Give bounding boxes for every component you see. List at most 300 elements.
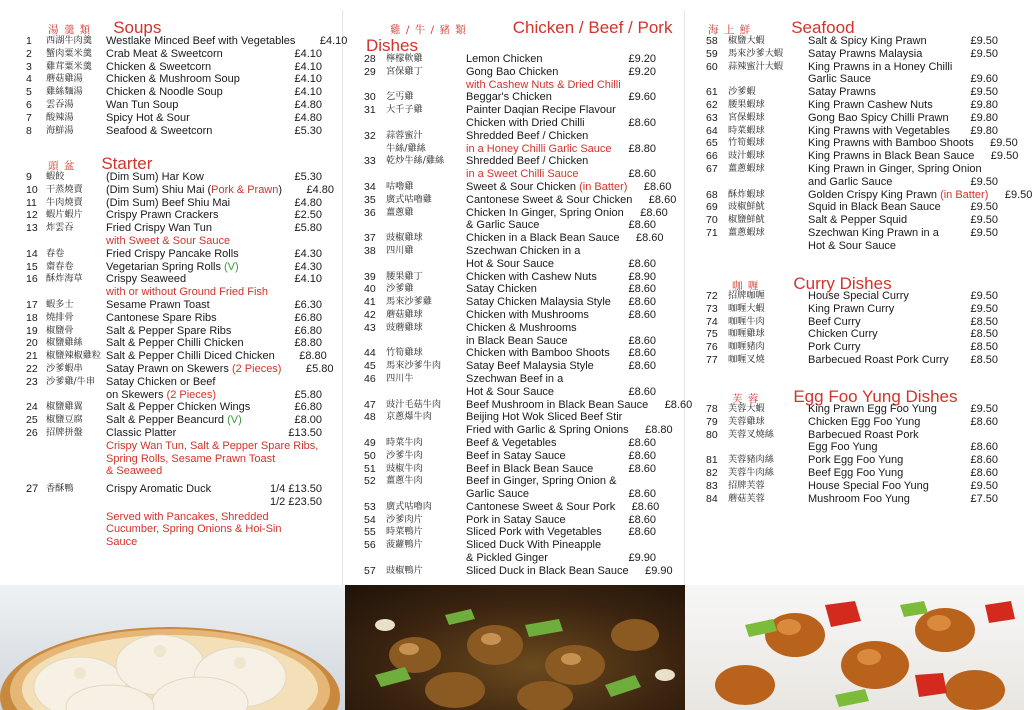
item-number: 80 xyxy=(706,428,718,441)
item-name-text: Egg Foo Yung xyxy=(808,441,878,454)
item-number: 41 xyxy=(364,296,376,309)
item-note: with Sweet & Sour Sauce xyxy=(106,234,231,247)
item-price: £9.20 xyxy=(628,53,656,65)
item-price: £9.80 xyxy=(970,98,998,111)
item-chinese-name xyxy=(386,219,466,232)
menu-item xyxy=(364,347,660,360)
item-name xyxy=(808,354,954,367)
item-name-text: King Prawns with Vegetables xyxy=(808,124,950,137)
item-price: £8.60 xyxy=(628,462,656,475)
item-note: (in Batter) xyxy=(579,180,628,193)
item-number: 39 xyxy=(364,270,376,283)
menu-item xyxy=(364,143,660,156)
item-number: 32 xyxy=(364,129,376,142)
item-price: £8.60 xyxy=(628,168,656,181)
duck-item xyxy=(26,483,326,549)
item-chinese-name xyxy=(386,424,466,437)
curry-list xyxy=(706,290,1002,367)
item-name xyxy=(808,150,974,163)
item-price: £4.10 xyxy=(319,35,348,47)
item-name xyxy=(106,273,270,286)
menu-item xyxy=(364,501,660,514)
item-price xyxy=(612,155,660,168)
item-note: with Cashew Nuts & Dried Chilli xyxy=(466,78,621,91)
item-number: 79 xyxy=(706,415,718,428)
item-price: £13.50 xyxy=(288,426,322,439)
item-number: 47 xyxy=(364,398,376,411)
item-name: Wan Tun Soup xyxy=(106,98,179,111)
item-chinese-name: 雞絲麵湯 xyxy=(46,86,83,98)
item-price xyxy=(275,453,331,466)
item-price xyxy=(616,475,664,488)
item-price: £9.50 xyxy=(970,175,998,188)
item-name xyxy=(808,227,954,240)
item-price: £8.60 xyxy=(628,308,656,321)
item-name-text: Chicken with Mushrooms xyxy=(466,308,589,321)
item-name: Chicken & Mushroom Soup xyxy=(106,73,240,86)
item-chinese-name: 蟹肉粟米羹 xyxy=(46,47,92,59)
menu-item xyxy=(706,227,1002,240)
item-name-text: and Garlic Sauce xyxy=(808,175,893,188)
item-name-text: Chicken Egg Foo Yung xyxy=(808,415,921,428)
menu-item xyxy=(26,350,326,363)
chicken-chinese-title: 雞 / 牛 / 豬 類 xyxy=(390,24,467,36)
curry-title: Curry Dishes xyxy=(793,274,892,293)
menu-item xyxy=(364,398,693,412)
item-name xyxy=(466,309,612,322)
item-chinese-name: 竹筍蝦球 xyxy=(728,137,765,149)
item-name-text: Golden Crispy King Prawn xyxy=(808,188,941,201)
item-name xyxy=(466,475,616,488)
item-chinese-name: 椒鹽鮮魷 xyxy=(728,214,765,226)
item-number: 16 xyxy=(26,273,38,286)
item-name-text: Shredded Beef / Chicken xyxy=(466,155,589,168)
item-chinese-name xyxy=(728,240,808,253)
item-name-text: & Pickled Ginger xyxy=(466,552,548,565)
item-price xyxy=(612,245,660,258)
item-price: £8.60 xyxy=(628,219,656,232)
item-chinese-name: 酥炸蝦球 xyxy=(728,188,765,200)
item-number: 25 xyxy=(26,414,38,427)
item-name xyxy=(466,245,612,258)
menu-item xyxy=(706,429,1002,442)
item-name xyxy=(106,299,270,312)
item-name-text: King Prawns in Black Bean Sauce xyxy=(808,150,975,163)
item-name-text: Satay Prawns Malaysia xyxy=(808,47,923,60)
item-number xyxy=(364,424,386,437)
item-price: £8.60 xyxy=(635,232,664,245)
column-divider xyxy=(684,10,685,585)
item-price: £8.60 xyxy=(648,193,677,206)
menu-item xyxy=(706,493,1002,506)
menu-item xyxy=(364,168,660,181)
item-name-text: Hot & Sour Sauce xyxy=(808,239,897,252)
item-number: 26 xyxy=(26,426,38,439)
item-name-text: Fried with Garlic & Spring Onions xyxy=(466,424,629,437)
item-number: 33 xyxy=(364,155,376,168)
item-name-text: Crispy Prawn Crackers xyxy=(106,209,219,222)
item-name xyxy=(466,181,627,194)
item-chinese-name: 牛肉燒賣 xyxy=(46,196,83,208)
menu-item xyxy=(364,271,660,284)
menu-item xyxy=(364,193,677,207)
item-number xyxy=(364,168,386,181)
item-number xyxy=(364,335,386,348)
item-chinese-name xyxy=(46,465,106,478)
item-chinese-name: 干蒸燒賣 xyxy=(46,183,83,195)
item-chinese-name xyxy=(728,176,808,189)
item-chinese-name: 齋春卷 xyxy=(46,260,74,272)
item-price: £5.30 xyxy=(294,171,322,183)
item-name-text: Pork Curry xyxy=(808,341,861,354)
item-name xyxy=(466,399,648,412)
item-chinese-name: 春卷 xyxy=(46,247,65,259)
item-name xyxy=(466,552,612,565)
item-chinese-name: 芙蓉叉燒絲 xyxy=(728,428,774,440)
item-chinese-name xyxy=(46,453,106,466)
item-price: £9.50 xyxy=(1004,188,1033,201)
item-name xyxy=(808,480,954,493)
menu-item xyxy=(706,99,1002,112)
item-chinese-name xyxy=(46,389,106,402)
item-name xyxy=(466,219,612,232)
item-chinese-name: 芙蓉豬肉絲 xyxy=(728,454,774,466)
item-name-text: King Prawn Egg Foo Yung xyxy=(808,403,937,415)
chicken-header xyxy=(390,18,672,38)
item-name xyxy=(808,176,954,189)
item-price: £9.80 xyxy=(970,124,998,137)
item-chinese-name: 豉椒鴨片 xyxy=(386,564,423,576)
stir-fry-photo xyxy=(345,585,685,710)
item-name xyxy=(466,437,612,450)
menu-item xyxy=(364,130,660,143)
item-number: 43 xyxy=(364,321,376,334)
item-number: 66 xyxy=(706,150,718,163)
menu-item xyxy=(26,73,326,86)
item-name xyxy=(106,453,275,466)
menu-item xyxy=(706,290,1002,303)
item-chinese-name: 椒鹽雞絲 xyxy=(46,337,83,349)
menu-item xyxy=(26,183,335,197)
item-number xyxy=(706,441,728,454)
food-photo-strip xyxy=(0,585,1024,710)
item-price: £8.50 xyxy=(970,353,998,366)
item-name-text: Garlic Sauce xyxy=(808,73,871,86)
item-price: £9.90 xyxy=(628,552,656,565)
item-name-text: Cantonese Sweet & Sour Chicken xyxy=(466,193,633,206)
item-name-text: Sliced Duck in Black Bean Sauce xyxy=(466,564,629,577)
item-chinese-name: 燒排骨 xyxy=(46,311,74,323)
item-price: £6.80 xyxy=(294,311,322,324)
item-name xyxy=(466,232,619,245)
item-name-text: & Garlic Sauce xyxy=(466,219,540,232)
item-number xyxy=(26,286,46,299)
foo-yung-chinese-title: 芙 蓉 xyxy=(732,393,760,405)
item-price: £9.90 xyxy=(645,564,673,577)
item-number xyxy=(26,465,46,478)
item-price: £8.60 xyxy=(643,180,672,193)
item-name xyxy=(466,463,612,476)
item-price: £4.10 xyxy=(294,273,322,286)
item-chinese-name xyxy=(386,168,466,181)
item-name-text: Painter Daqian Recipe Flavour xyxy=(466,104,616,117)
menu-item xyxy=(706,454,1002,467)
item-name: Crispy Aromatic Duck xyxy=(106,483,212,495)
item-number: 21 xyxy=(26,350,38,363)
item-name xyxy=(466,207,624,220)
soups-title: Soups xyxy=(113,18,162,37)
item-name-text: Vegetarian Spring Rolls xyxy=(106,260,225,273)
item-name-text: Mushroom Foo Yung xyxy=(808,492,910,505)
menu-item xyxy=(364,206,668,220)
curry-chinese-title: 咖 喱 xyxy=(732,280,760,292)
item-price: £8.60 xyxy=(664,398,693,411)
item-price xyxy=(270,376,326,389)
item-chinese-name: 大千子雞 xyxy=(386,104,423,116)
item-chinese-name: 沙爹蝦 xyxy=(728,86,756,98)
menu-item xyxy=(364,373,660,386)
item-name xyxy=(808,403,954,416)
item-name-text: Salt & Pepper Beancurd xyxy=(106,414,228,427)
item-chinese-name: 腰果雞丁 xyxy=(386,270,423,282)
item-name-text: Satay Chicken Malaysia Style xyxy=(466,296,611,309)
item-name xyxy=(106,171,270,184)
item-name-text: Salt & Pepper Squid xyxy=(808,214,908,227)
item-name-text: Satay Chicken or Beef xyxy=(106,375,216,388)
menu-item xyxy=(364,335,660,348)
item-number: 63 xyxy=(706,111,718,124)
menu-item xyxy=(26,453,326,466)
item-name xyxy=(106,197,270,210)
item-name-text: Szechwan Beef in a xyxy=(466,372,564,385)
item-number: 60 xyxy=(706,60,718,73)
item-number: 22 xyxy=(26,362,38,375)
item-price: £8.60 xyxy=(628,334,656,347)
item-name xyxy=(808,99,954,112)
item-number: 57 xyxy=(364,564,376,577)
item-chinese-name xyxy=(728,73,808,86)
item-number: 7 xyxy=(26,111,32,124)
item-price xyxy=(954,429,1002,442)
item-price: £2.50 xyxy=(294,209,322,222)
item-number: 56 xyxy=(364,539,376,552)
item-chinese-name: 四川牛 xyxy=(386,372,414,384)
item-name-text: Chicken Curry xyxy=(808,328,878,341)
duck-note: Cucumber, Spring Onions & Hoi-Sin xyxy=(106,523,282,536)
item-name xyxy=(466,66,612,79)
item-price: £8.60 xyxy=(628,513,656,526)
item-name: Chicken & Sweetcorn xyxy=(106,60,212,73)
item-name xyxy=(466,194,632,207)
item-chinese-name: 蝦片蝦片 xyxy=(46,209,83,221)
item-name-text: Barbecued Roast Pork xyxy=(808,428,919,441)
item-price xyxy=(982,163,1030,176)
item-number: 67 xyxy=(706,162,718,175)
item-name xyxy=(466,168,612,181)
item-number: 50 xyxy=(364,449,376,462)
item-price: £5.80 xyxy=(294,388,322,401)
item-name: Crab Meat & Sweetcorn xyxy=(106,47,223,60)
item-number xyxy=(364,117,386,130)
item-chinese-name: 咖喱雞球 xyxy=(728,328,765,340)
item-name-text: Lemon Chicken xyxy=(466,53,543,65)
menu-item xyxy=(364,219,660,232)
item-number: 54 xyxy=(364,513,376,526)
item-name-text: Sliced Duck With Pineapple xyxy=(466,539,602,552)
item-chinese-name: 蘑菇雞湯 xyxy=(46,73,83,85)
item-number: 10 xyxy=(26,183,38,196)
item-chinese-name: 馬來沙爹牛肉 xyxy=(386,360,442,372)
item-chinese-name: 牛絲/雞絲 xyxy=(386,142,426,154)
item-price: £8.60 xyxy=(628,257,656,270)
menu-item xyxy=(364,322,660,335)
item-number xyxy=(26,453,46,466)
item-price: £8.60 xyxy=(628,526,656,539)
item-name xyxy=(466,514,612,527)
item-number: 49 xyxy=(364,436,376,449)
item-name-text: Barbecued Roast Pork Curry xyxy=(808,353,949,366)
item-number: 2 xyxy=(26,47,32,60)
menu-item xyxy=(364,296,660,309)
item-name-text: Beef in Black Bean Sauce xyxy=(466,462,594,475)
item-name-text: Beef Egg Foo Yung xyxy=(808,466,904,479)
menu-item xyxy=(706,416,1002,429)
item-number: 81 xyxy=(706,454,718,467)
item-number: 70 xyxy=(706,214,718,227)
item-number: 72 xyxy=(706,290,718,302)
item-number: 15 xyxy=(26,260,38,273)
item-price: £8.80 xyxy=(645,424,673,437)
item-price: £8.60 xyxy=(628,436,656,449)
item-chinese-name: 海鮮湯 xyxy=(46,124,74,136)
item-number: 24 xyxy=(26,401,38,414)
item-name-text: Pork Egg Foo Yung xyxy=(808,454,904,467)
item-price xyxy=(954,61,1002,74)
item-name: Spicy Hot & Sour xyxy=(106,111,190,124)
menu-item xyxy=(364,386,660,399)
item-price: £6.80 xyxy=(294,324,322,337)
item-name: Seafood & Sweetcorn xyxy=(106,124,213,137)
menu-item xyxy=(26,465,326,478)
item-number xyxy=(26,389,46,402)
item-price: £8.60 xyxy=(970,441,998,454)
item-chinese-name: 咕嚕雞 xyxy=(386,180,414,192)
item-price: £8.60 xyxy=(628,360,656,373)
item-number: 3 xyxy=(26,60,32,73)
soups-list xyxy=(26,35,348,137)
item-name xyxy=(466,539,612,552)
item-name xyxy=(466,79,621,92)
item-name-text: Beef in Ginger, Spring Onion & xyxy=(466,475,617,488)
item-name-text: Salt & Spicy King Prawn xyxy=(808,35,927,47)
menu-item xyxy=(26,414,326,427)
item-name-text: Pork in Satay Sauce xyxy=(466,513,566,526)
starter-title: Starter xyxy=(101,154,153,173)
item-name xyxy=(466,424,629,437)
item-price: £8.60 xyxy=(970,466,998,479)
menu-item xyxy=(706,137,1018,150)
item-chinese-name: 豉椒鮮魷 xyxy=(728,201,765,213)
item-number: 1 xyxy=(26,35,32,47)
item-price xyxy=(622,411,670,424)
item-chinese-name: 腰果蝦球 xyxy=(728,98,765,110)
item-name xyxy=(808,454,954,467)
menu-item xyxy=(364,66,660,79)
menu-item xyxy=(706,112,1002,125)
menu-item xyxy=(26,362,334,376)
item-chinese-name xyxy=(46,235,106,248)
item-chinese-name: 咖喱豬肉 xyxy=(728,341,765,353)
item-name-text: Chicken with Dried Chilli xyxy=(466,116,585,129)
item-price: £4.80 xyxy=(306,183,335,196)
item-number xyxy=(706,176,728,189)
menu-item xyxy=(26,273,326,286)
item-name-text: King Prawn Cashew Nuts xyxy=(808,98,933,111)
item-number xyxy=(364,219,386,232)
item-price xyxy=(616,104,664,117)
item-price xyxy=(270,465,326,478)
menu-item xyxy=(26,235,326,248)
item-number xyxy=(364,79,386,92)
item-name xyxy=(106,389,270,402)
item-name xyxy=(106,337,270,350)
item-number: 45 xyxy=(364,360,376,373)
item-price: £5.30 xyxy=(294,124,322,137)
menu-item xyxy=(26,112,326,125)
item-name xyxy=(808,328,954,341)
item-name-text: Sweet & Sour Chicken xyxy=(466,180,580,193)
item-name-text: Salt & Pepper Spare Ribs xyxy=(106,324,232,337)
menu-item xyxy=(364,53,660,66)
item-name xyxy=(808,73,954,86)
item-chinese-name: 豉椒雞球 xyxy=(386,232,423,244)
menu-item xyxy=(26,312,326,325)
item-chinese-name: 薑蔥蝦球 xyxy=(728,162,765,174)
item-price: £5.80 xyxy=(294,222,322,235)
item-name xyxy=(808,137,974,150)
item-chinese-name: 時菜蝦球 xyxy=(728,124,765,136)
item-price: £9.50 xyxy=(970,47,998,60)
item-number: 48 xyxy=(364,411,376,424)
item-name xyxy=(808,201,954,214)
item-chinese-name: 京蔥爆牛肉 xyxy=(386,411,432,423)
item-price: £9.50 xyxy=(970,479,998,492)
item-number: 27 xyxy=(26,483,39,495)
starter-list xyxy=(26,171,335,478)
item-name-text: King Prawn in Ginger, Spring Onion xyxy=(808,162,982,175)
item-price: £8.80 xyxy=(294,337,322,350)
item-chinese-name: 咖喱叉燒 xyxy=(728,353,765,365)
item-name xyxy=(466,526,612,539)
item-name-text: Satay Beef Malaysia Style xyxy=(466,360,594,373)
item-note: in a Honey Chilli Garlic Sauce xyxy=(466,142,612,155)
item-note: (V) xyxy=(224,260,239,273)
item-chinese-name: 沙爹肉片 xyxy=(386,513,423,525)
item-price xyxy=(612,373,660,386)
item-number: 12 xyxy=(26,209,38,222)
item-name xyxy=(466,373,612,386)
item-number: 23 xyxy=(26,375,38,388)
item-price: £9.50 xyxy=(970,214,998,227)
item-chinese-name: 宮保雞丁 xyxy=(386,65,423,77)
item-price: £8.60 xyxy=(640,206,668,219)
item-name-text: Crispy Seaweed xyxy=(106,273,187,286)
sweet-sour-photo xyxy=(685,585,1024,710)
item-price: £8.50 xyxy=(970,341,998,354)
item-price: £6.80 xyxy=(294,401,322,414)
item-chinese-name: 乞丐雞 xyxy=(386,91,414,103)
item-chinese-name: 招牌咖喱 xyxy=(728,290,765,301)
